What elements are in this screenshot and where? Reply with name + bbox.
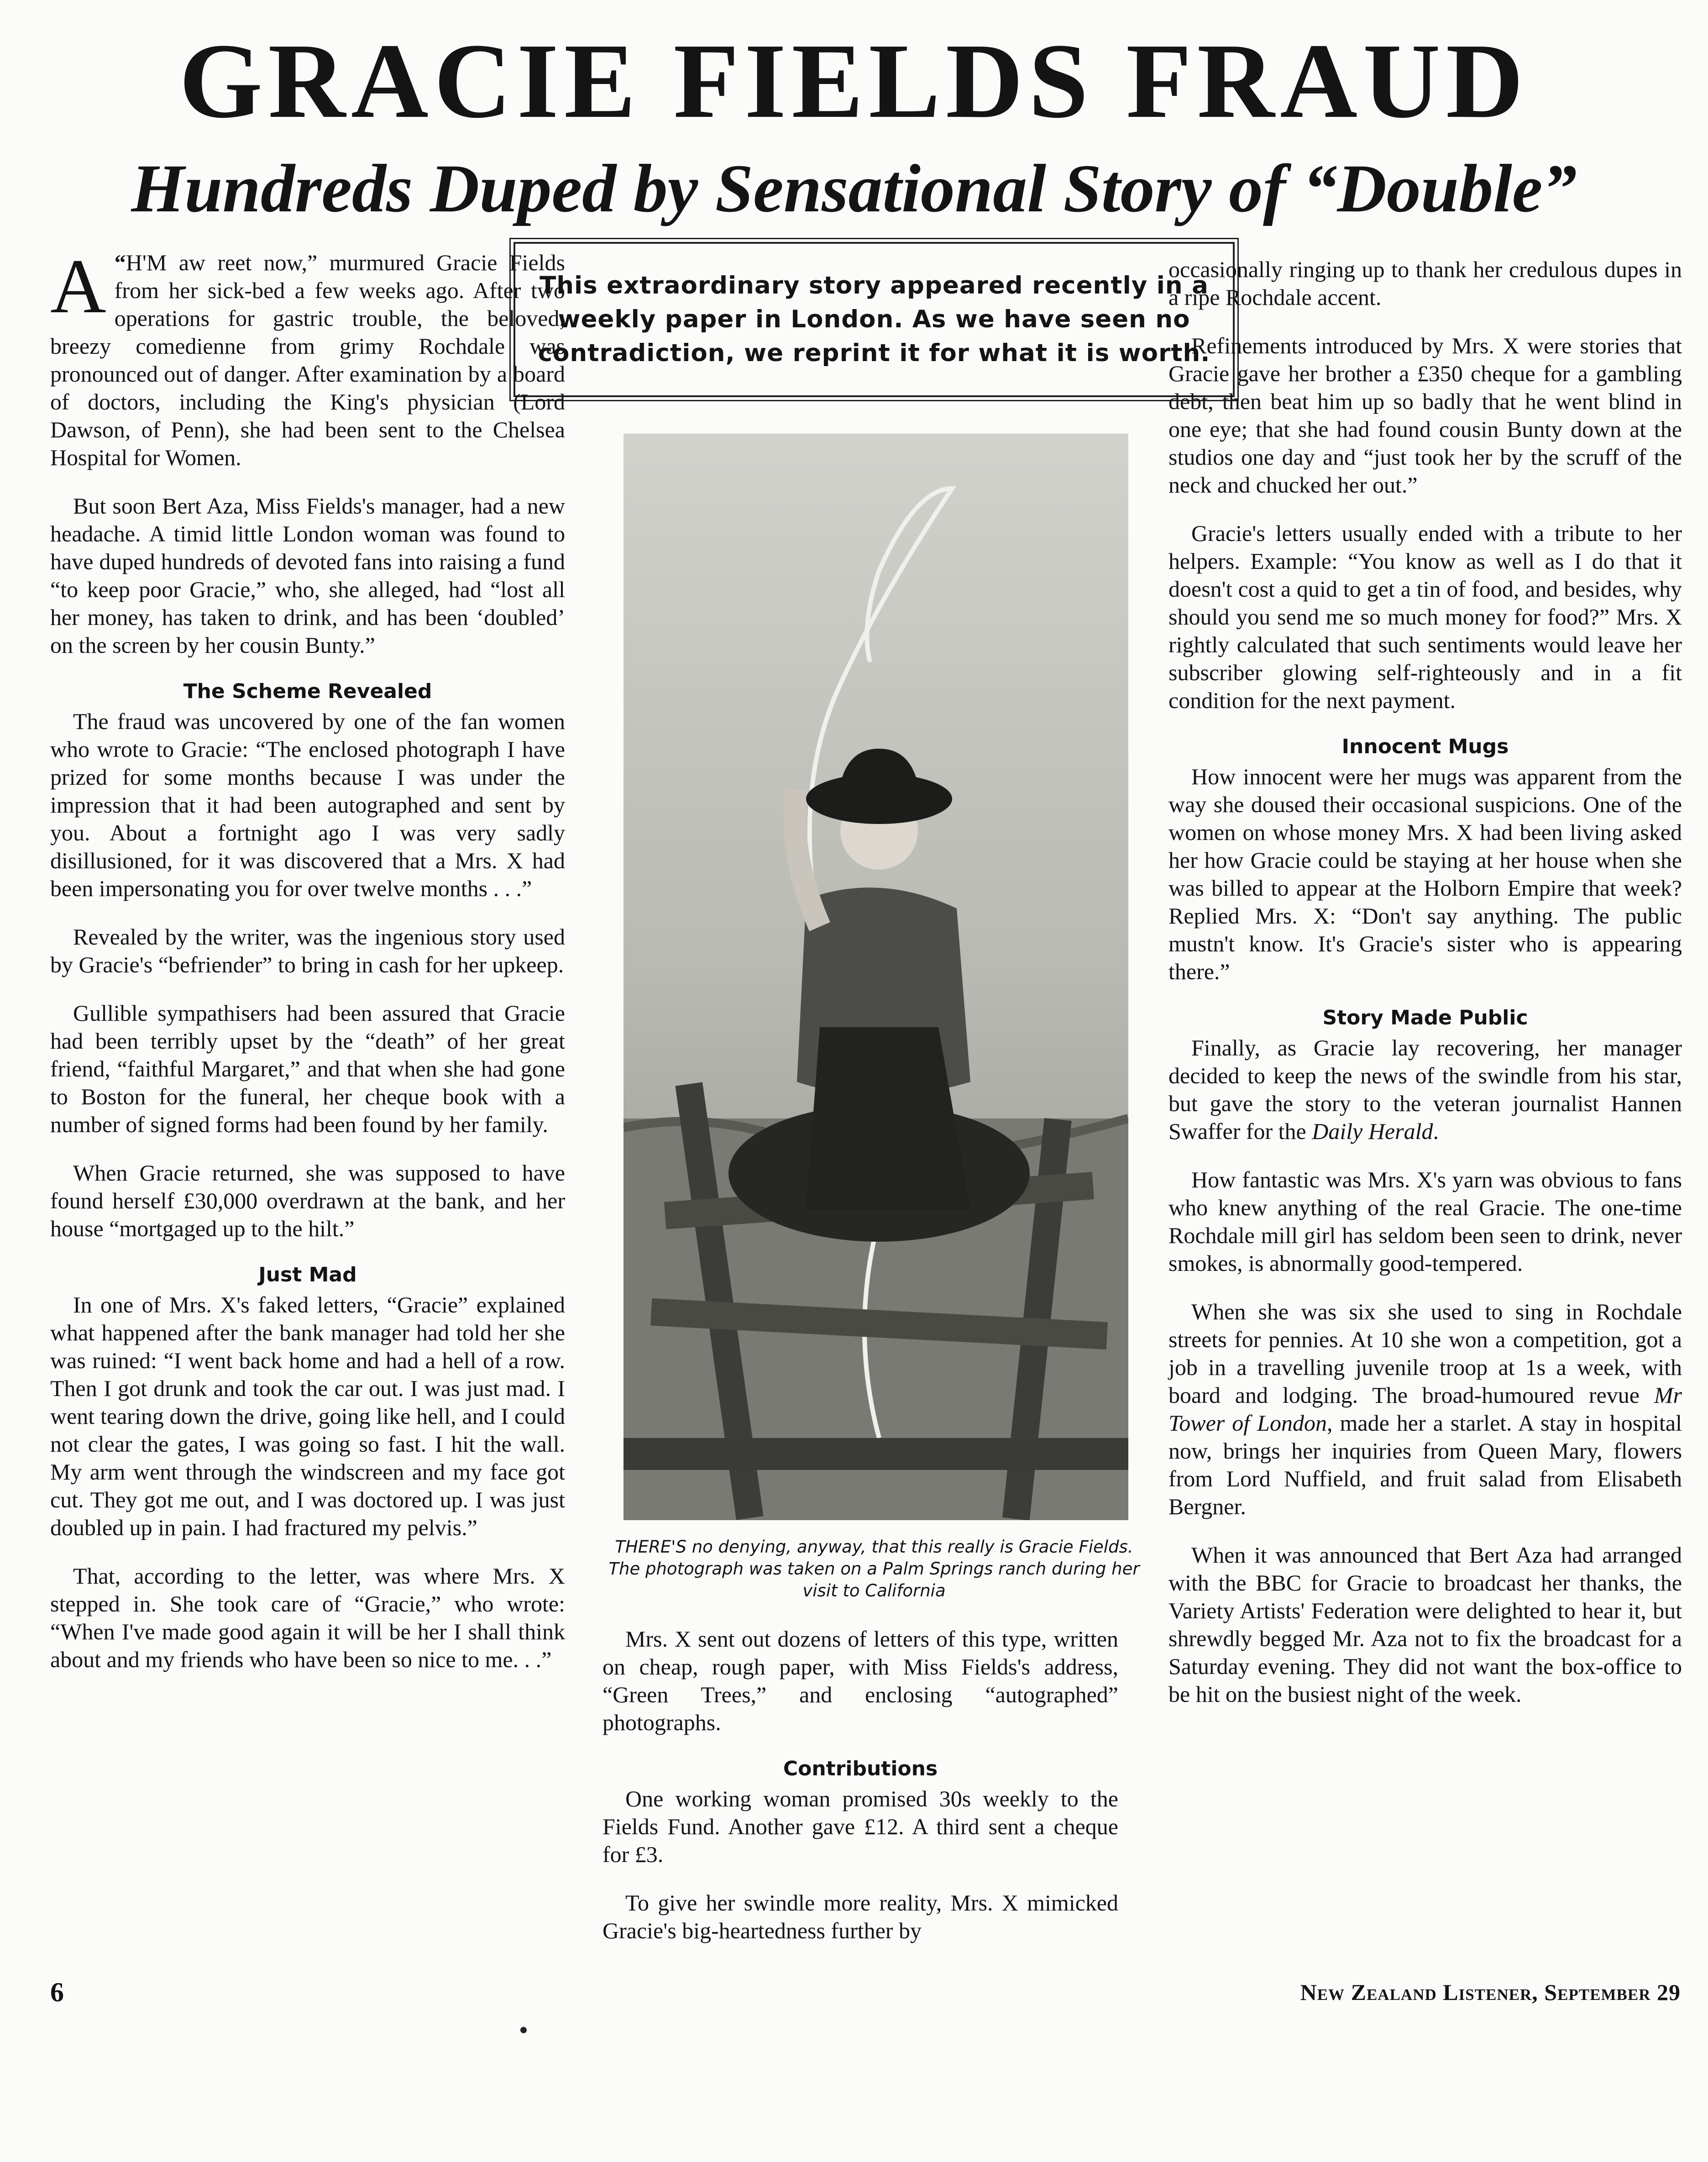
headline: GRACIE FIELDS FRAUD bbox=[179, 21, 1529, 140]
paragraph: Refinements introduced by Mrs. X were stories that Gracie gave her brother a £350 cheque for a gambling debt, then beat him up so badly that he went blind in one eye; that she had found cousin Bunty down at the studios one day and “just took her by the scruff of the neck and chucked her out.” bbox=[1168, 333, 1682, 498]
paragraph: When it was announced that Bert Aza had arranged with the BBC for Gracie to broadcast her thanks, the Variety Artists' Federation were delighted to hear it, but shrewdly begged Mr. Aza not to fix the broadcast for a Saturday evening. They did not want the box-office to be hit on the busiest night of the week. bbox=[1168, 1542, 1682, 1707]
paragraph bbox=[1168, 1298, 1682, 1521]
intro-text: H'M aw reet now,” murmured Gracie Fields from her sick-bed a few weeks ago. After two operations for gastric trouble, the beloved, breezy comedienne from grimy Rochdale was pronounced out of danger. After examination by a board of doctors, including the King's physician (Lord Dawson, of Penn), she had been sent to the Chelsea Hospital for Women. bbox=[50, 250, 565, 470]
revue-title: Mr Tower of London bbox=[1168, 1382, 1682, 1436]
print-speck bbox=[520, 2027, 527, 2033]
paragraph: That, according to the letter, was where Mrs. X stepped in. She took care of “Gracie,” who wrote: “When I've made good again it will be her I shall think about and my friends who have been so nice to me. . .” bbox=[50, 1563, 565, 1672]
editor-notice-text: This extraordinary story appeared recently in a weekly paper in London. As we have seen no contradiction, we reprint it for what it is worth. bbox=[538, 271, 1210, 367]
drop-cap: A bbox=[50, 243, 106, 329]
section-heading-contributions: Contributions bbox=[783, 1757, 938, 1780]
photo-caption: THERE'S no denying, anyway, that this really is Gracie Fields. The photograph was taken on a Palm Springs ranch during her visit to California bbox=[608, 1537, 1140, 1601]
paragraph: Revealed by the writer, was the ingenious story used by Gracie's “befriender” to bring in cash for her upkeep. bbox=[50, 924, 565, 977]
paragraph: When Gracie returned, she was supposed to have found herself £30,000 overdrawn at the bank, and her house “mortgaged up to the hilt.” bbox=[50, 1160, 565, 1241]
paragraph: But soon Bert Aza, Miss Fields's manager, had a new headache. A timid little London woman was found to have duped hundreds of devoted fans into raising a fund “to keep poor Gracie,” who, she alleged, had “lost all her money, has taken to drink, and has been ‘doubled’ on the screen by her cousin Bunty.” bbox=[50, 493, 565, 658]
text-run: . bbox=[1433, 1118, 1439, 1144]
paragraph: How innocent were her mugs was apparent from the way she doused their occasional suspicions. One of the women on whose money Mrs. X had been living asked her how Gracie could be staying at her house when she was billed to appear at the Holborn Empire that week? Replied Mrs. X: “Don't say anything. The public mustn't know. It's Gracie's sister who is appearing there.” bbox=[1168, 764, 1682, 984]
paragraph: To give her swindle more reality, Mrs. X mimicked Gracie's big-heartedness further by bbox=[603, 1890, 1118, 1943]
text-run: When she was six she used to sing in Rochdale streets for pennies. At 10 she won a competition, got a job in a travelling juvenile troop at 1s a week, with board and lodging. The broad-humoured revue bbox=[1168, 1299, 1682, 1408]
paragraph: In one of Mrs. X's faked letters, “Gracie” explained what happened after the bank manager had told her she was ruined: “I went back home and had a hell of a row. Then I got drunk and took the car out. I was just mad. I went tearing down the drive, going like hell, and I could not clear the gates, I was going so fast. I hit the wall. My arm went through the windscreen and my face got cut. They got me out, and I was doctored up. I was just doubled up in pain. I had fractured my pelvis.” bbox=[50, 1292, 565, 1540]
publication-footer: New Zealand Listener, September 29 bbox=[1300, 1979, 1681, 2005]
section-heading-innocent-mugs: Innocent Mugs bbox=[1341, 735, 1509, 758]
paragraph: occasionally ringing up to thank her credulous dupes in a ripe Rochdale accent. bbox=[1168, 257, 1682, 310]
paragraph: Gullible sympathisers had been assured that Gracie had been terribly upset by the “death” of her great friend, “faithful Margaret,” and that when she had gone to Boston for the funeral, her cheque book with a number of signed forms had been found by her family. bbox=[50, 1000, 565, 1137]
column-middle bbox=[603, 1625, 1118, 1965]
text-run: , made her a starlet. A stay in hospital now, brings her inquiries from Queen Mary, flowers from Lord Nuffield, and fruit salad from Elisabeth Bergner. bbox=[1168, 1410, 1682, 1519]
editor-notice-box bbox=[513, 242, 1235, 397]
newspaper-title: Daily Herald bbox=[1312, 1118, 1433, 1144]
text-run: Finally, as Gracie lay recovering, her manager decided to keep the news of the swindle from his star, but gave the story to the veteran journalist Hannen Swaffer for the bbox=[1168, 1035, 1682, 1144]
paragraph: How fantastic was Mrs. X's yarn was obvious to fans who knew anything of the real Gracie. The one-time Rochdale mill girl has seldom been seen to drink, never smokes, is abnormally good-tempered. bbox=[1168, 1167, 1682, 1276]
paragraph: The fraud was uncovered by one of the fan women who wrote to Gracie: “The enclosed photograph I have prized for some months because I was under the impression that it had been autographed and sent by you. About a fortnight ago I was very sadly disillusioned, for it was discovered that a Mrs. X had been impersonating you for over twelve months . . .” bbox=[50, 708, 565, 901]
intro-paragraph bbox=[50, 243, 565, 472]
column-right bbox=[1168, 256, 1682, 1729]
column-left bbox=[50, 243, 565, 1694]
paragraph bbox=[1168, 1034, 1682, 1145]
photo-gracie-fields-lasso bbox=[623, 434, 1128, 1520]
paragraph: Gracie's letters usually ended with a tribute to her helpers. Example: “You know as well as I do that it doesn't cost a quid to get a tin of food, and besides, why should you send me so much money for food?” Mrs. X rightly calculated that such sentiments would leave her subscriber glowing self-righteously and in a fit condition for the next payment. bbox=[1168, 520, 1682, 713]
section-heading-just-mad: Just Mad bbox=[258, 1263, 357, 1286]
paragraph: One working woman promised 30s weekly to the Fields Fund. Another gave £12. A third sent a cheque for £3. bbox=[603, 1786, 1118, 1867]
section-heading-scheme-revealed: The Scheme Revealed bbox=[183, 680, 432, 703]
page-number: 6 bbox=[50, 1977, 64, 2007]
section-heading-story-made-public: Story Made Public bbox=[1322, 1006, 1528, 1029]
subheadline: Hundreds Duped by Sensational Story of “Double” bbox=[131, 151, 1577, 226]
opening-quote-mark: “ bbox=[114, 250, 126, 275]
paragraph: Mrs. X sent out dozens of letters of this type, written on cheap, rough paper, with Miss Fields's address, “Green Trees,” and enclosing “autographed” photographs. bbox=[603, 1626, 1118, 1735]
